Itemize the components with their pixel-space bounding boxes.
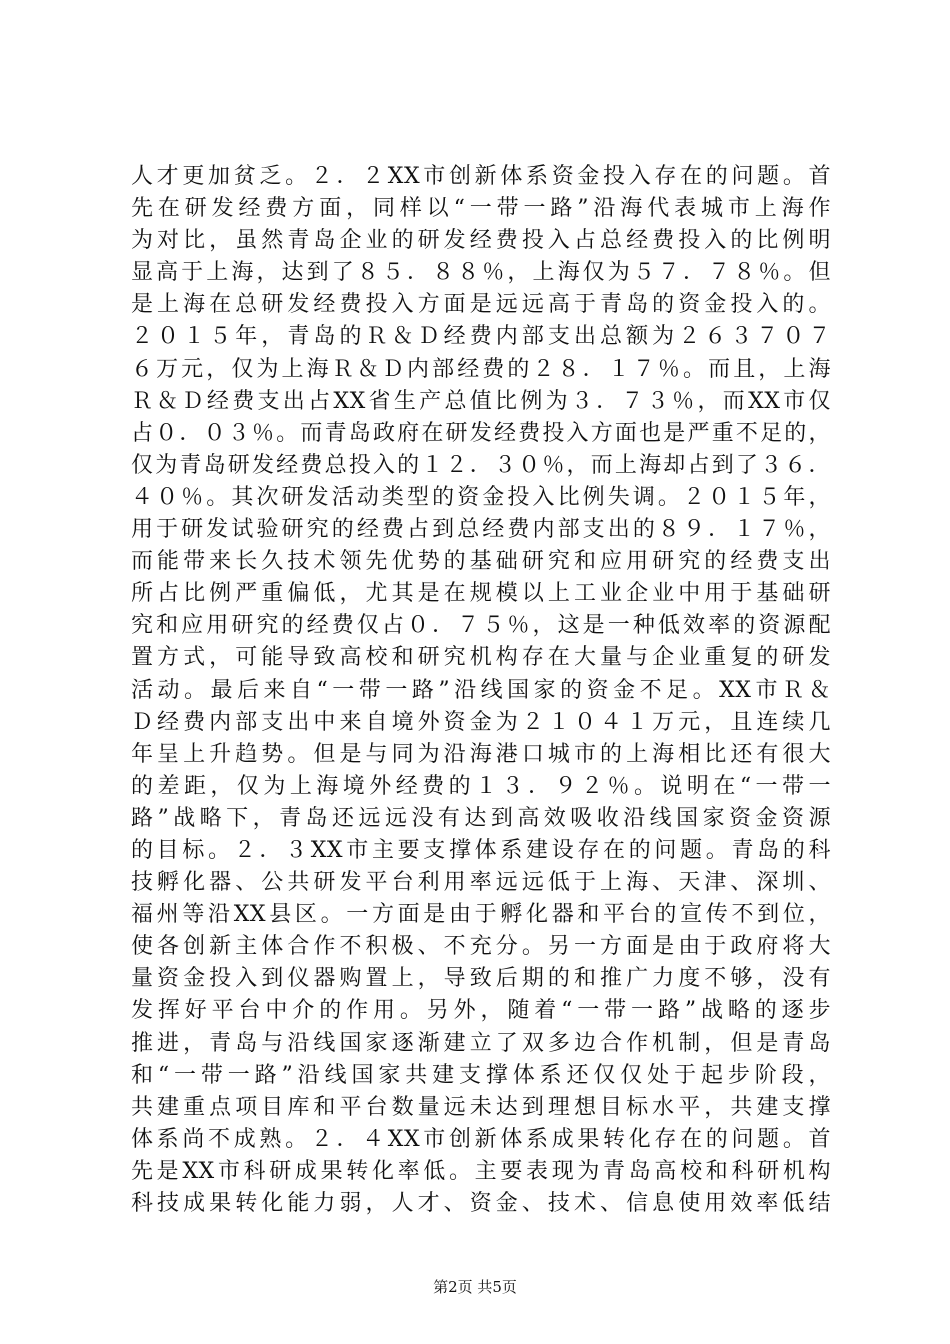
- text-line: 体系尚不成熟。２．４XX市创新体系成果转化存在的问题。首: [131, 1126, 831, 1152]
- text-line: 置方式，可能导致高校和研究机构存在大量与企业重复的研发: [131, 645, 831, 671]
- text-line: 而能带来长久技术领先优势的基础研究和应用研究的经费支出: [131, 549, 831, 575]
- page-number-footer: 第2页 共5页: [433, 1278, 517, 1296]
- text-line: 仅为青岛研发经费总投入的１２．３０％，而上海却占到了３６．: [131, 452, 831, 478]
- text-line: 先是XX市科研成果转化率低。主要表现为青岛高校和科研机构: [131, 1158, 831, 1184]
- text-line: 占０．０３％。而青岛政府在研发经费投入方面也是严重不足的，: [131, 420, 831, 446]
- text-line: 科技成果转化能力弱，人才、资金、技术、信息使用效率低结: [131, 1191, 831, 1216]
- text-line: 量资金投入到仪器购置上，导致后期的和推广力度不够，没有: [131, 966, 831, 992]
- text-line: 先在研发经费方面，同样以“一带一路”沿海代表城市上海作: [131, 196, 831, 222]
- text-line: 为对比，虽然青岛企业的研发经费投入占总经费投入的比例明: [131, 228, 831, 254]
- text-line: 使各创新主体合作不积极、不充分。另一方面是由于政府将大: [131, 934, 831, 960]
- text-line: ６万元，仅为上海Ｒ＆Ｄ内部经费的２８．１７％。而且，上海: [131, 356, 831, 382]
- text-line: 究和应用研究的经费仅占０．７５％，这是一种低效率的资源配: [131, 613, 831, 639]
- body-text: [131, 161, 831, 1220]
- text-line: 发挥好平台中介的作用。另外，随着“一带一路”战略的逐步: [131, 998, 831, 1024]
- text-line: 的差距，仅为上海境外经费的１３．９２％。说明在“一带一: [131, 773, 831, 799]
- text-line: 和“一带一路”沿线国家共建支撑体系还仅仅处于起步阶段，: [131, 1062, 831, 1088]
- text-line: 用于研发试验研究的经费占到总经费内部支出的８９．１７％，: [131, 517, 831, 543]
- text-line: 路”战略下，青岛还远远没有达到高效吸收沿线国家资金资源: [131, 805, 831, 831]
- text-line: ２０１５年，青岛的Ｒ＆Ｄ经费内部支出总额为２６３７０７: [131, 324, 831, 350]
- text-line: 技孵化器、公共研发平台利用率远远低于上海、天津、深圳、: [131, 870, 831, 896]
- text-line: Ｒ＆Ｄ经费支出占XX省生产总值比例为３．７３％，而XX市仅: [131, 388, 831, 414]
- text-line: 共建重点项目库和平台数量远未达到理想目标水平，共建支撑: [131, 1094, 831, 1120]
- text-line: 显高于上海，达到了８５．８８％，上海仅为５７．７８％。但: [131, 260, 831, 286]
- text-line: ４０％。其次研发活动类型的资金投入比例失调。２０１５年，: [131, 484, 831, 510]
- text-line: 所占比例严重偏低，尤其是在规模以上工业企业中用于基础研: [131, 581, 831, 607]
- text-line: 推进，青岛与沿线国家逐渐建立了双多边合作机制，但是青岛: [131, 1030, 831, 1056]
- text-line: 人才更加贫乏。２．２XX市创新体系资金投入存在的问题。首: [131, 164, 831, 189]
- text-line: 的目标。２．３XX市主要支撑体系建设存在的问题。青岛的科: [131, 837, 831, 863]
- text-line: 年呈上升趋势。但是与同为沿海港口城市的上海相比还有很大: [131, 741, 831, 767]
- text-line: Ｄ经费内部支出中来自境外资金为２１０４１万元，且连续几: [131, 709, 831, 735]
- text-line: 福州等沿XX县区。一方面是由于孵化器和平台的宣传不到位，: [131, 902, 831, 928]
- text-line: 是上海在总研发经费投入方面是远远高于青岛的资金投入的。: [131, 292, 831, 318]
- text-line: 活动。最后来自“一带一路”沿线国家的资金不足。XX市Ｒ＆: [131, 677, 831, 703]
